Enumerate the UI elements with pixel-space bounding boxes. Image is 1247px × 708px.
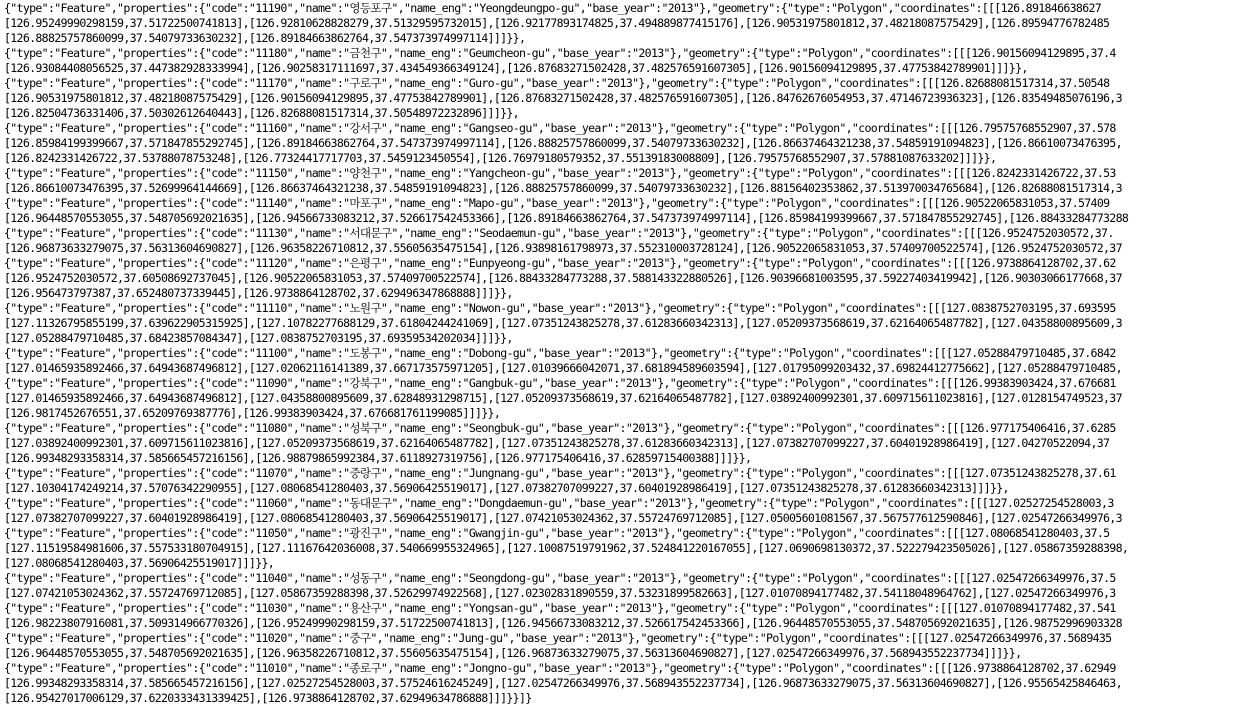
text-line: [126.82504736331406,37.50302612640443],[126.82688081517314,37.50548972232896]]]}}, [4,106,519,120]
text-line: [127.10304174249214,37.57076342290955],[127.08068541280403,37.56906425519017],[127.07382707099227,37.60401928986419],[127.07351243825278,37.61283660342313]]]}}, [4,481,1009,495]
text-line: [126.95427017006129,37.6220333431339425],[126.9738864128702,37.62949634786888]]]}}]} [4,691,532,705]
text-line: [126.90531975801812,37.48218087575429],[126.90156094129895,37.47753842789901],[126.87683271502428,37.482576591607305],[126.84762676054953,37.47146723936323],[126.83549485076196,3 [4,91,1122,105]
text-line: {"type":"Feature","properties":{"code":"11110","name":"노원구","name_eng":"Nowon-gu","base_year":"2013"},"geometry":{"type":"Polygon","coordinates":[[[127.0838752703195,37.693595 [4,301,1116,315]
text-line: [127.11326795855199,37.639622905315925],[127.10782277688129,37.61804244241069],[127.07351243825278,37.61283660342313],[127.05209373568619,37.62164065487782],[127.04358800895609,3 [4,316,1122,330]
text-line: [126.956473797387,37.652480737339445],[126.9738864128702,37.629496347868888]]]}}, [4,286,513,300]
text-line: {"type":"Feature","properties":{"code":"11190","name":"영등포구","name_eng":"Yeongdeungpo-gu","base_year":"2013"},"geometry":{"type":"Polygon","coordinates":[[[126.891846638627 [4,1,1102,15]
text-line: [126.85984199399667,37.571847855292745],[126.89184663862764,37.547373974997114],[126.88825757860099,37.54079733630232],[126.86637464321238,37.54859191094823],[126.86610073476395, [4,136,1122,150]
text-line: [126.88825757860099,37.54079733630232],[126.89184663862764,37.547373974997114]]]}}, [4,31,526,45]
text-line: [127.07382707099227,37.60401928986419],[127.08068541280403,37.56906425519017],[127.07421053024362,37.55724769712085],[127.05005601081567,37.567577612590846],[127.02547266349976,3 [4,511,1122,525]
text-line: [126.98223807916081,37.509314966770326],[126.95249990298159,37.51722500741813],[126.94566733083212,37.526617542453366],[126.96448570553055,37.548705692021635],[126.98752996903328 [4,616,1122,630]
text-line: [126.9817452676551,37.65209769387776],[126.99383903424,37.676681761199085]]]}}, [4,406,501,420]
text-line: [126.96448570553055,37.548705692021635],[126.96358226710812,37.55605635475154],[126.96873633279075,37.56313604690827],[127.02547266349976,37.568943552237734]]]}}, [4,646,1022,660]
text-line: [127.01465935892466,37.64943687496812],[127.04358800895609,37.62848931298715],[127.05209373568619,37.62164065487782],[127.03892400992301,37.609715611023816],[127.0128154749523,37 [4,391,1122,405]
text-line: {"type":"Feature","properties":{"code":"11160","name":"강서구","name_eng":"Gangseo-gu","base_year":"2013"},"geometry":{"type":"Polygon","coordinates":[[[126.79575768552907,37.578 [4,121,1116,135]
text-line: {"type":"Feature","properties":{"code":"11010","name":"종로구","name_eng":"Jongno-gu","base_year":"2013"},"geometry":{"type":"Polygon","coordinates":[[[126.9738864128702,37.62949 [4,661,1116,675]
text-line: {"type":"Feature","properties":{"code":"11150","name":"양천구","name_eng":"Yangcheon-gu","base_year":"2013"},"geometry":{"type":"Polygon","coordinates":[[[126.8242331426722,37.53 [4,166,1116,180]
text-line: [126.8242331426722,37.53788078753248],[126.77324417717703,37.5459123450554],[126.76979180579352,37.55139183008809],[126.79575768552907,37.57881087633202]]]}}, [4,151,997,165]
geojson-text-content[interactable] [4,1,1128,706]
text-line: [126.99348293358314,37.585665457216156],[127.02527254528003,37.57524616245249],[127.02547266349976,37.568943552237734],[126.96873633279075,37.56313604690827],[126.95565425846463, [4,676,1122,690]
text-line: {"type":"Feature","properties":{"code":"11040","name":"성동구","name_eng":"Seongdong-gu","base_year":"2013"},"geometry":{"type":"Polygon","coordinates":[[[127.02547266349976,37.5 [4,571,1116,585]
text-line: {"type":"Feature","properties":{"code":"11080","name":"성북구","name_eng":"Seongbuk-gu","base_year":"2013"},"geometry":{"type":"Polygon","coordinates":[[[126.977175406416,37.6285 [4,421,1116,435]
text-line: [127.11519584981606,37.557533180704915],[127.11167642036008,37.540669955324965],[127.10087519791962,37.524841220167055],[127.0690698130372,37.522279423505026],[127.05867359288398, [4,541,1129,555]
text-line: {"type":"Feature","properties":{"code":"11020","name":"중구","name_eng":"Jung-gu","base_year":"2013"},"geometry":{"type":"Polygon","coordinates":[[[127.02547266349976,37.5689435 [4,631,1112,645]
text-line: {"type":"Feature","properties":{"code":"11070","name":"중랑구","name_eng":"Jungnang-gu","base_year":"2013"},"geometry":{"type":"Polygon","coordinates":[[[127.07351243825278,37.61 [4,466,1116,480]
text-line: {"type":"Feature","properties":{"code":"11120","name":"은평구","name_eng":"Eunpyeong-gu","base_year":"2013"},"geometry":{"type":"Polygon","coordinates":[[[126.9738864128702,37.62 [4,256,1116,270]
text-line: {"type":"Feature","properties":{"code":"11140","name":"마포구","name_eng":"Mapo-gu","base_year":"2013"},"geometry":{"type":"Polygon","coordinates":[[[126.90522065831053,37.57409 [4,196,1110,210]
text-line: {"type":"Feature","properties":{"code":"11050","name":"광진구","name_eng":"Gwangjin-gu","base_year":"2013"},"geometry":{"type":"Polygon","coordinates":[[[127.08068541280403,37.5 [4,526,1110,540]
text-line: {"type":"Feature","properties":{"code":"11180","name":"금천구","name_eng":"Geumcheon-gu","base_year":"2013"},"geometry":{"type":"Polygon","coordinates":[[[126.90156094129895,37.4 [4,46,1116,60]
text-line: {"type":"Feature","properties":{"code":"11170","name":"구로구","name_eng":"Guro-gu","base_year":"2013"},"geometry":{"type":"Polygon","coordinates":[[[126.82688081517314,37.50548 [4,76,1110,90]
text-line: {"type":"Feature","properties":{"code":"11030","name":"용산구","name_eng":"Yongsan-gu","base_year":"2013"},"geometry":{"type":"Polygon","coordinates":[[[127.01070894177482,37.541 [4,601,1116,615]
text-line: [126.95249990298159,37.51722500741813],[126.92810628828279,37.51329595732015],[126.92177893174825,37.494889877415176],[126.90531975801812,37.48218087575429],[126.89594776782485 [4,16,1110,30]
text-line: [126.96873633279075,37.56313604690827],[126.96358226710812,37.55605635475154],[126.93898161798973,37.552310003728124],[126.90522065831053,37.57409700522574],[126.9524752030572,37 [4,241,1122,255]
text-line: {"type":"Feature","properties":{"code":"11100","name":"도봉구","name_eng":"Dobong-gu","base_year":"2013"},"geometry":{"type":"Polygon","coordinates":[[[127.05288479710485,37.6842 [4,346,1116,360]
text-line: [127.08068541280403,37.56906425519017]]]}}, [4,556,275,570]
text-line: [126.96448570553055,37.548705692021635],[126.94566733083212,37.526617542453366],[126.89184663862764,37.547373974997114],[126.85984199399667,37.571847855292745],[126.88433284773288 [4,211,1129,225]
text-line: [127.07421053024362,37.55724769712085],[127.05867359288398,37.52629974922568],[127.02302831890559,37.53231899582663],[127.01070894177482,37.54118048964762],[127.02547266349976,3 [4,586,1116,600]
text-line: {"type":"Feature","properties":{"code":"11090","name":"강북구","name_eng":"Gangbuk-gu","base_year":"2013"},"geometry":{"type":"Polygon","coordinates":[[[126.99383903424,37.676681 [4,376,1116,390]
text-line: [127.03892400992301,37.609715611023816],[127.05209373568619,37.62164065487782],[127.07351243825278,37.61283660342313],[127.07382707099227,37.60401928986419],[127.04270522094,37 [4,436,1110,450]
text-line: {"type":"Feature","properties":{"code":"11130","name":"서대문구","name_eng":"Seodaemun-gu","base_year":"2013"},"geometry":{"type":"Polygon","coordinates":[[[126.9524752030572,37. [4,226,1114,240]
text-line: [126.99348293358314,37.585665457216156],[126.98879865992384,37.6118927319756],[126.977175406416,37.62859715400388]]]}}, [4,451,752,465]
text-line: [127.05288479710485,37.68423857084347],[127.0838752703195,37.69359534202034]]]}}, [4,331,513,345]
text-line: [126.93084408056525,37.447382928333994],[126.90258317111697,37.434549366349124],[126.87683271502428,37.482576591607305],[126.90156094129895,37.47753842789901]]]}}, [4,61,1028,75]
text-line: [127.01465935892466,37.64943687496812],[127.02062116141389,37.667173575971205],[127.01039666042071,37.681894589603594],[127.01795099203432,37.69824412775662],[127.05288479710485, [4,361,1122,375]
text-line: [126.9524752030572,37.60508692737045],[126.90522065831053,37.57409700522574],[126.88433284773288,37.588143322880526],[126.90396681003595,37.59227403419942],[126.90303066177668,37 [4,271,1122,285]
text-line: {"type":"Feature","properties":{"code":"11060","name":"동대문구","name_eng":"Dongdaemun-gu","base_year":"2013"},"geometry":{"type":"Polygon","coordinates":[[[127.02527254528003,3 [4,496,1114,510]
text-line: [126.86610073476395,37.52699964144669],[126.86637464321238,37.54859191094823],[126.88825757860099,37.54079733630232],[126.88156402353862,37.513970034765684],[126.82688081517314,3 [4,181,1122,195]
